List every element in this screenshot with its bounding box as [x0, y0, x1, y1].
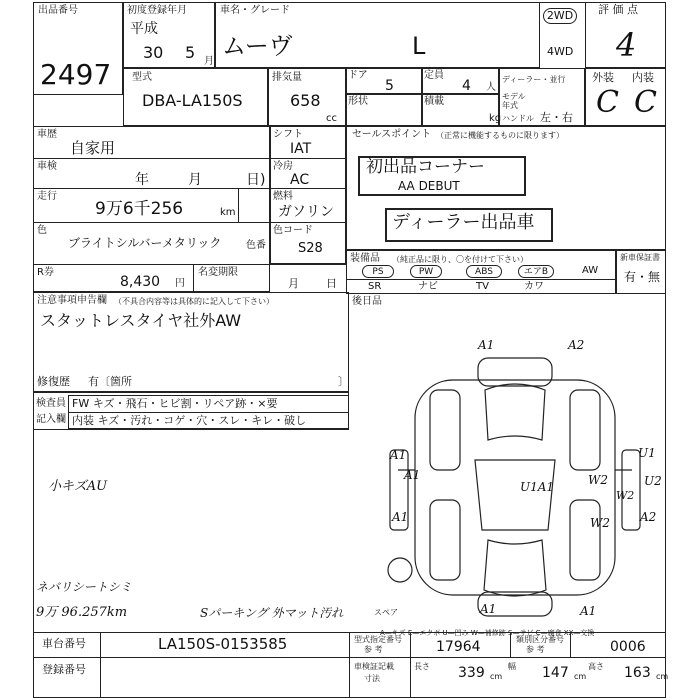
width-value: 147 — [542, 665, 569, 681]
shaken-label: 車検 — [37, 161, 57, 172]
color-code-label: 色番 — [246, 240, 266, 251]
history-label: 車歴 — [37, 129, 57, 140]
height-value: 163 — [624, 665, 651, 681]
exterior-grade: C — [596, 85, 619, 120]
name-change-label: 名変期限 — [198, 267, 238, 278]
registration-label: 登録番号 — [42, 663, 86, 676]
cm-unit: cm — [574, 672, 587, 681]
capacity-value: 4 — [462, 78, 471, 94]
era: 平成 — [130, 21, 158, 37]
fuel-value: ガソリン — [278, 204, 334, 220]
damage-mark: U1A1 — [520, 480, 555, 494]
spare-label: スペア — [374, 608, 398, 617]
first-listing-corner: 初出品コーナー — [366, 157, 485, 177]
length-value: 339 — [458, 665, 485, 681]
dealer-listing: ディーラー出品車 — [392, 212, 535, 233]
drive-2wd-circled: 2WD — [543, 8, 577, 24]
color-label: 色 — [37, 225, 47, 236]
cc-unit: cc — [326, 113, 337, 124]
divider — [33, 657, 349, 658]
model-value: DBA-LA150S — [142, 91, 243, 110]
divider — [33, 158, 270, 159]
name-change-day: 日 — [326, 277, 337, 290]
handle-label: ハンドル — [502, 114, 534, 123]
damage-mark: A1 — [480, 602, 497, 616]
handwritten-note: 9万 96.257km — [36, 605, 128, 620]
damage-mark: A2 — [640, 510, 657, 524]
color-code-value: S28 — [298, 241, 323, 256]
divider — [193, 264, 194, 292]
divider — [238, 188, 239, 222]
equip-abs: ABS — [466, 265, 502, 278]
equip-leather: カワ — [524, 281, 544, 292]
damage-mark: W2 — [590, 516, 610, 530]
shaken-year: 年 — [135, 172, 149, 188]
divider — [349, 657, 666, 658]
inspector-label-1: 検査員 — [36, 398, 66, 409]
lot-number: 2497 — [40, 58, 112, 91]
chassis-label: 車台番号 — [42, 637, 86, 650]
history-value: 自家用 — [70, 139, 116, 157]
handwritten-note: Sパーキング 外マット汚れ — [200, 606, 344, 620]
inspector-row-fw: FW キズ・飛石・ヒビ割・リペア跡・×要 — [72, 397, 278, 410]
chassis-value: LA150S-0153585 — [158, 635, 288, 653]
door-label: ドア — [348, 70, 368, 81]
type-no-sub: 参 考 — [364, 645, 383, 654]
name-change-month: 月 — [288, 277, 299, 290]
score-value: 4 — [616, 26, 637, 64]
kg-unit: kg — [489, 113, 502, 124]
exterior-label: 外装 — [592, 71, 614, 84]
class-no-value: 0006 — [610, 639, 646, 655]
equip-pw: PW — [410, 265, 442, 278]
divider — [349, 632, 350, 698]
notes-cell — [33, 292, 349, 392]
damage-legend: A—キズ E—エクボ U—凹み W—補修跡 S—サビ C—腐食 XX—交換 — [380, 629, 595, 637]
recycle-value: 8,430 — [120, 274, 161, 290]
handwritten-note: ネバリシートシミ — [36, 580, 132, 594]
recycle-label: R券 — [37, 267, 54, 278]
height-label: 高さ — [588, 662, 604, 671]
divider — [33, 188, 270, 189]
equip-tv: TV — [476, 281, 489, 292]
type-no-value: 17964 — [436, 639, 481, 655]
lot-number-label: 出品番号 — [38, 5, 78, 16]
repair-close: 〕 — [338, 375, 349, 388]
divider — [410, 632, 411, 698]
grade: L — [412, 32, 426, 60]
type-no-label: 型式指定番号 — [354, 635, 402, 644]
mileage-label: 走行 — [37, 191, 57, 202]
drive-4wd: 4WD — [547, 45, 574, 58]
model-year-label: モデル年式 — [502, 92, 526, 110]
repair-value: 有〔箇所 — [88, 375, 132, 388]
load-label: 積載 — [424, 96, 444, 107]
divider — [570, 632, 571, 657]
model-label: 型式 — [132, 72, 152, 83]
damage-mark: A1 — [580, 604, 597, 618]
shaken-day: 日) — [246, 172, 266, 188]
damage-mark: W2 — [588, 473, 608, 487]
inspector-row-interior: 内装 キズ・汚れ・コゲ・穴・スレ・キレ・破し — [72, 414, 307, 427]
damage-mark: A1 — [392, 510, 409, 524]
damage-mark: U1 — [638, 446, 656, 460]
divider — [270, 158, 346, 159]
ac-value: AC — [290, 172, 310, 188]
displacement-label: 排気量 — [272, 72, 302, 83]
length-label: 長さ — [414, 662, 430, 671]
car-name: ムーヴ — [222, 32, 293, 60]
width-label: 幅 — [508, 662, 516, 671]
cm-unit: cm — [656, 672, 669, 681]
divider — [510, 632, 511, 657]
mileage-value: 9万6千256 — [95, 199, 184, 219]
interior-label: 内装 — [632, 71, 654, 84]
first-reg-label: 初度登録年月 — [127, 5, 187, 16]
month-unit: 月 — [204, 56, 214, 67]
equip-aw: AW — [582, 265, 599, 276]
dealer-label: ディーラー・並行 — [502, 75, 566, 84]
equip-sr: SR — [368, 281, 382, 292]
name-grade-label: 車名・グレード — [220, 5, 290, 16]
handle-lr: 左・右 — [540, 111, 573, 124]
class-no-sub: 参 考 — [526, 645, 545, 654]
equipment-label: 装備品 — [350, 253, 380, 264]
equip-navi: ナビ — [418, 281, 438, 292]
divider — [346, 279, 616, 280]
warranty-label: 新車保証書 — [620, 253, 660, 262]
dims-sub: 寸法 — [364, 674, 380, 683]
equip-ps: PS — [362, 265, 394, 278]
warranty-value: 有・無 — [624, 270, 661, 284]
person-unit: 人 — [486, 82, 496, 93]
rear-items-label: 後日品 — [352, 296, 382, 307]
damage-mark: A1 — [478, 338, 495, 352]
damage-mark: A1 — [404, 468, 421, 482]
divider — [33, 264, 346, 265]
fuel-label: 燃料 — [273, 191, 293, 202]
class-no-label: 類別区分番号 — [516, 635, 564, 644]
divider — [100, 632, 101, 698]
notes-label: 注意事項申告欄 — [37, 295, 107, 306]
yen-unit: 円 — [175, 278, 185, 289]
cm-unit: cm — [490, 672, 503, 681]
capacity-label: 定員 — [424, 70, 444, 81]
equip-airbag: エアB — [518, 265, 554, 278]
ac-label: 冷房 — [273, 161, 293, 172]
interior-grade: C — [634, 85, 657, 120]
shaken-month: 月 — [188, 172, 202, 188]
notes-text: スタットレスタイヤ社外AW — [40, 311, 242, 330]
doors-value: 5 — [385, 78, 394, 94]
damage-mark: W2 — [616, 489, 635, 502]
color-code-head: 色コード — [273, 225, 313, 236]
selling-point-label: セールスポイント — [352, 129, 432, 140]
first-reg-month: 5 — [185, 43, 196, 62]
divider — [68, 412, 349, 413]
dims-label: 車検証記載 — [354, 662, 394, 671]
equipment-note: （純正品に限り、〇を付けて下さい） — [392, 255, 528, 264]
shift-value: IAT — [290, 141, 312, 157]
shape-label: 形状 — [348, 96, 368, 107]
damage-mark: A2 — [568, 338, 585, 352]
km-unit: km — [220, 207, 236, 218]
handwritten-note: 小キズAU — [48, 479, 108, 494]
color-value: ブライトシルバーメタリック — [68, 236, 222, 250]
repair-label: 修復歴 — [37, 375, 70, 388]
selling-point-note: （正常に機能するものに限ります） — [436, 131, 564, 140]
aa-debut: AA DEBUT — [398, 179, 460, 193]
score-label: 評 価 点 — [598, 3, 638, 16]
damage-mark: U2 — [644, 474, 662, 488]
notes-sub: （不具合内容等は具体的に記入して下さい） — [114, 297, 274, 306]
displacement-value: 658 — [290, 91, 321, 110]
inspector-label-2: 記入欄 — [36, 414, 66, 425]
damage-mark: A1 — [390, 448, 407, 462]
shift-label: シフト — [273, 129, 303, 140]
divider — [270, 222, 346, 223]
divider — [33, 222, 270, 223]
first-reg-year: 30 — [143, 43, 164, 62]
